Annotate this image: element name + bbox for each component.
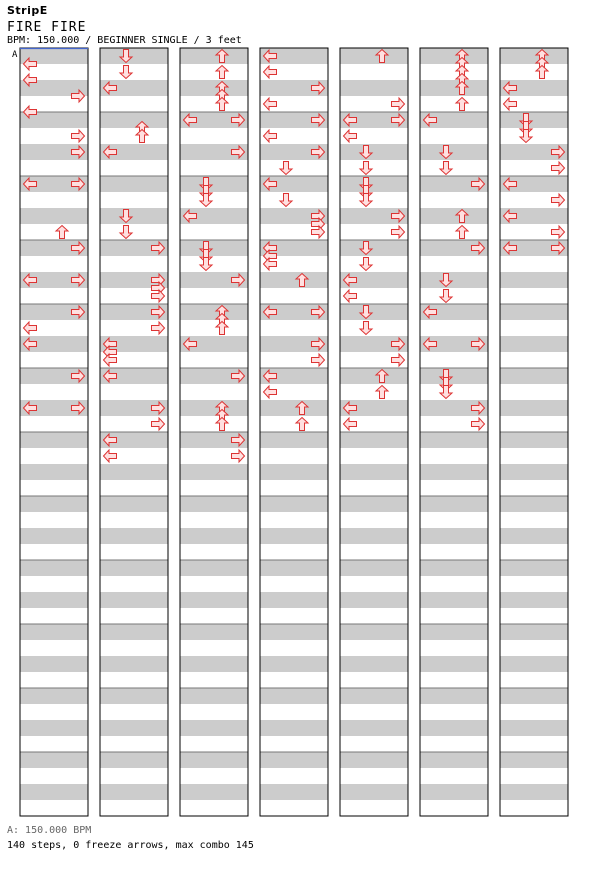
chart-column [180,48,248,816]
beat-stripe [261,272,328,288]
beat-stripe [181,656,248,672]
beat-stripe [101,208,168,224]
beat-stripe [421,592,488,608]
beat-stripe [101,48,168,64]
beat-stripe [341,48,408,64]
beat-stripe [21,464,88,480]
beat-stripe [501,48,568,64]
beat-stripe [101,752,168,768]
chart-info: BPM: 150.000 / BEGINNER SINGLE / 3 feet [7,35,242,46]
beat-stripe [101,112,168,128]
beat-stripe [421,752,488,768]
beat-stripe [261,688,328,704]
beat-stripe [501,432,568,448]
beat-stripe [341,784,408,800]
beat-stripe [341,304,408,320]
beat-stripe [341,464,408,480]
beat-stripe [261,560,328,576]
beat-stripe [21,688,88,704]
beat-stripe [501,304,568,320]
beat-stripe [341,432,408,448]
beat-stripe [21,592,88,608]
beat-stripe [101,720,168,736]
beat-stripe [341,560,408,576]
beat-stripe [181,400,248,416]
beat-stripe [421,208,488,224]
beat-stripe [21,784,88,800]
beat-stripe [181,240,248,256]
beat-stripe [341,144,408,160]
beat-stripe [421,496,488,512]
beat-stripe [501,336,568,352]
beat-stripe [101,464,168,480]
beat-stripe [21,496,88,512]
chart-column [20,48,88,816]
beat-stripe [101,496,168,512]
beat-stripe [101,784,168,800]
chart-column [500,48,568,816]
beat-stripe [501,784,568,800]
beat-stripe [261,432,328,448]
beat-stripe [501,752,568,768]
chart-column [420,48,488,816]
beat-stripe [501,368,568,384]
beat-stripe [181,592,248,608]
chart-column [260,48,328,816]
beat-stripe [261,624,328,640]
beat-stripe [501,624,568,640]
beat-stripe [21,752,88,768]
beat-stripe [421,784,488,800]
beat-stripe [501,272,568,288]
beat-stripe [21,528,88,544]
beat-stripe [101,656,168,672]
beat-stripe [21,208,88,224]
beat-stripe [421,624,488,640]
beat-stripe [181,752,248,768]
beat-stripe [261,784,328,800]
beat-stripe [421,432,488,448]
beat-stripe [181,464,248,480]
beat-stripe [181,688,248,704]
beat-stripe [341,656,408,672]
beat-stripe [181,48,248,64]
beat-stripe [501,720,568,736]
beat-stripe [181,176,248,192]
beat-stripe [501,656,568,672]
beat-stripe [341,496,408,512]
beat-stripe [101,560,168,576]
beat-stripe [341,592,408,608]
beat-stripe [421,80,488,96]
chart-column [100,48,168,816]
beat-stripe [501,464,568,480]
beat-stripe [21,560,88,576]
bpm-legend: A: 150.000 BPM [7,825,92,836]
beat-stripe [341,528,408,544]
beat-stripe [341,720,408,736]
beat-stripe [101,624,168,640]
beat-stripe [261,656,328,672]
beat-stripe [421,272,488,288]
beat-stripe [261,464,328,480]
beat-stripe [181,560,248,576]
beat-stripe [341,688,408,704]
beat-stripe [501,688,568,704]
beat-stripe [181,720,248,736]
beat-stripe [341,752,408,768]
beat-stripe [341,80,408,96]
beat-stripe [261,720,328,736]
beat-stripe [501,496,568,512]
beat-stripe [421,720,488,736]
beat-stripe [261,496,328,512]
beat-stripe [261,528,328,544]
beat-stripe [101,592,168,608]
beat-stripe [421,656,488,672]
beat-stripe [21,720,88,736]
beat-stripe [421,688,488,704]
chart-column [340,48,408,816]
beat-stripe [341,176,408,192]
beat-stripe [181,80,248,96]
beat-stripe [181,528,248,544]
beat-stripe [501,400,568,416]
beat-stripe [101,528,168,544]
beat-stripe [21,656,88,672]
beat-stripe [421,144,488,160]
beat-stripe [181,784,248,800]
bpm-marker-label: A [12,50,18,60]
beat-stripe [421,560,488,576]
beat-stripe [341,240,408,256]
beat-stripe [501,560,568,576]
beat-stripe [341,624,408,640]
beat-stripe [101,176,168,192]
beat-stripe [261,592,328,608]
beat-stripe [341,368,408,384]
beat-stripe [261,400,328,416]
beat-stripe [181,496,248,512]
song-title: FIRE FIRE [7,20,87,35]
beat-stripe [421,48,488,64]
chart-stats: 140 steps, 0 freeze arrows, max combo 145 [7,840,254,851]
beat-stripe [501,528,568,544]
beat-stripe [421,528,488,544]
beat-stripe [501,112,568,128]
app-logo: StripE [7,4,48,17]
beat-stripe [21,432,88,448]
beat-stripe [181,624,248,640]
beat-stripe [261,752,328,768]
beat-stripe [21,624,88,640]
beat-stripe [181,304,248,320]
beat-stripe [421,464,488,480]
beat-stripe [501,592,568,608]
beat-stripe [421,368,488,384]
beat-stripe [101,688,168,704]
